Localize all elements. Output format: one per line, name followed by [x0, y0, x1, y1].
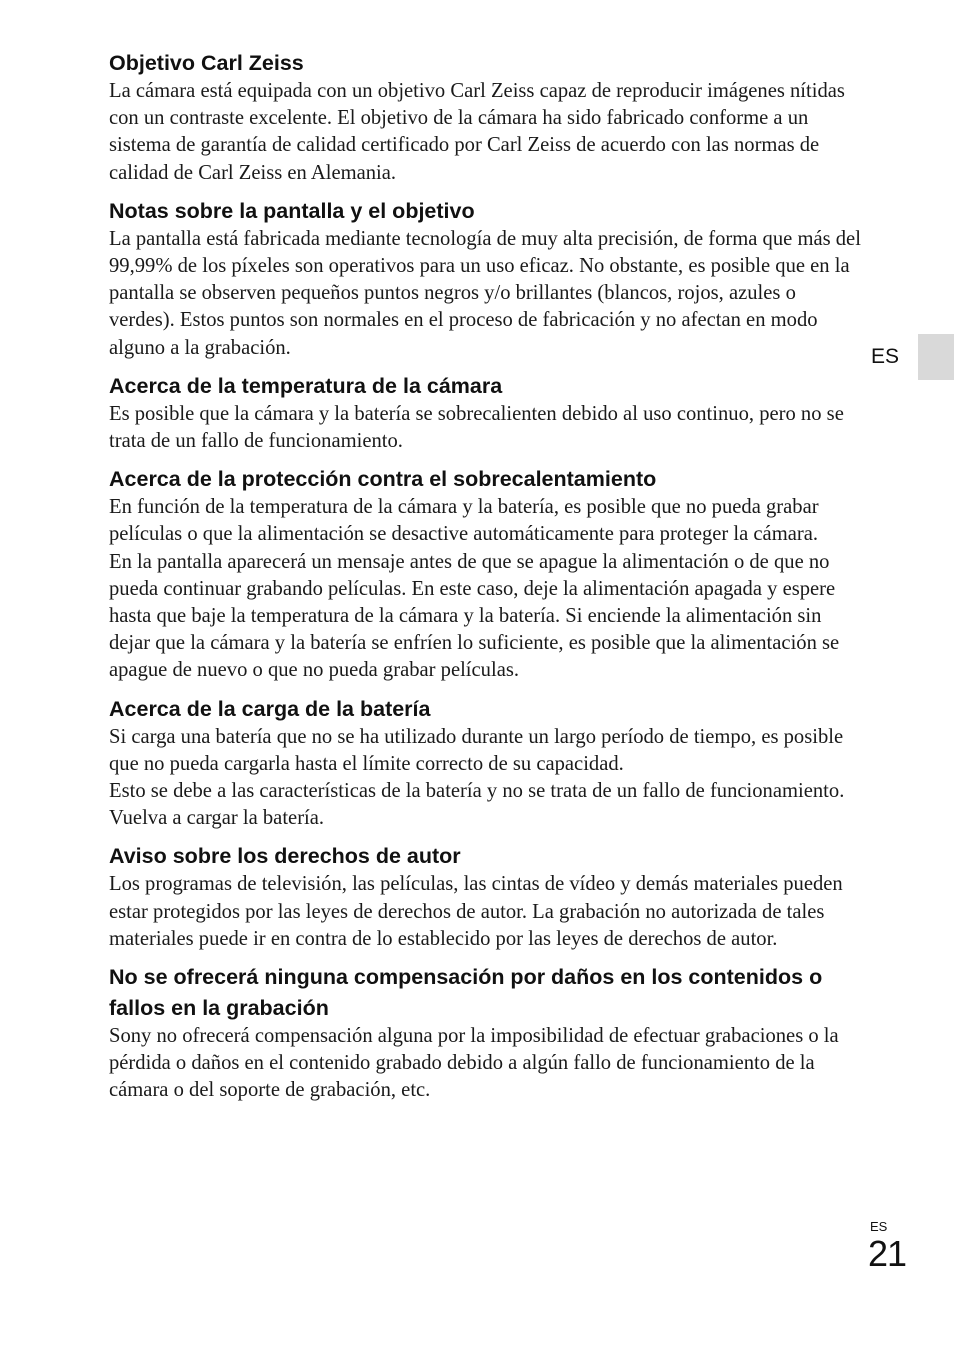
section-paragraph: Es posible que la cámara y la batería se sobrecalienten debido al uso continuo, pero no se trata de un fallo de funcionamiento.: [109, 402, 844, 453]
section-heading: No se ofrecerá ninguna compensación por daños en los contenidos o fallos en la grabación: [109, 965, 823, 1021]
section-copyright-notice: [109, 841, 865, 953]
section-paragraph: Esto se debe a las características de la batería y no se trata de un fallo de funcionamiento. Vuelva a cargar la batería.: [109, 780, 845, 830]
section-heading: Notas sobre la pantalla y el objetivo: [109, 198, 475, 223]
section-heading: Objetivo Carl Zeiss: [109, 51, 304, 75]
section-no-compensation: [109, 962, 865, 1105]
section-heading: Acerca de la protección contra el sobrecalentamiento: [109, 467, 657, 492]
section-battery-charging: [109, 694, 865, 833]
language-tab-label: ES: [871, 345, 900, 368]
page-number: 21: [868, 1233, 907, 1274]
section-camera-temperature: [109, 371, 865, 455]
section-carl-zeiss-lens: [109, 48, 865, 187]
section-paragraph: Si carga una batería que no se ha utilizado durante un largo período de tiempo, es posible que no pueda cargarla hasta el límite correcto de su capacidad.: [109, 725, 844, 775]
document-body: [109, 48, 865, 1114]
section-heading: Aviso sobre los derechos de autor: [109, 844, 461, 869]
section-paragraph: Los programas de televisión, las películas, las cintas de vídeo y demás materiales pueden estar protegidos por las leyes de derechos de autor. La grabación no autorizada de tales materiales puede ir en contra de lo establecido por las leyes de derechos de autor.: [109, 873, 843, 950]
section-heading: Acerca de la temperatura de la cámara: [109, 373, 503, 398]
section-paragraph: En la pantalla aparecerá un mensaje antes de que se apague la alimentación o de que no pueda continuar grabando películas. En este caso, deje la alimentación apagada y espere hasta que baje la temperatura de la cámara y la batería. Si enciende la alimentación sin dejar que la cámara y la batería se enfríen lo suficiente, es posible que la alimentación se apague de nuevo o que no pueda grabar películas.: [109, 550, 840, 682]
footer-language: ES: [870, 1219, 888, 1234]
section-paragraph: La pantalla está fabricada mediante tecnología de muy alta precisión, de forma que más del 99,99% de los píxeles son operativos para un uso eficaz. No obstante, es posible que en la pantalla se observen pequeños puntos negros y/o brillantes (blancos, rojos, azules o verdes). Estos puntos son normales en el proceso de fabricación y no afectan en modo alguno a la grabación.: [109, 227, 861, 359]
section-overheat-protection: [109, 464, 865, 684]
section-screen-and-lens-notes: [109, 196, 865, 362]
section-paragraph: Sony no ofrecerá compensación alguna por la imposibilidad de efectuar grabaciones o la pérdida o daños en el contenido grabado debido a algún fallo de funcionamiento de la cámara o del soporte de grabación, etc.: [109, 1025, 839, 1102]
language-tab-marker: [918, 334, 954, 380]
section-paragraph: En función de la temperatura de la cámara y la batería, es posible que no pueda grabar películas o que la alimentación se desactive automáticamente para proteger la cámara.: [109, 496, 819, 546]
section-paragraph: La cámara está equipada con un objetivo Carl Zeiss capaz de reproducir imágenes nítidas con un contraste excelente. El objetivo de la cámara ha sido fabricado conforme a un sistema de garantía de calidad certificado por Carl Zeiss de acuerdo con las normas de calidad de Carl Zeiss en Alemania.: [109, 80, 845, 184]
section-heading: Acerca de la carga de la batería: [109, 696, 431, 721]
